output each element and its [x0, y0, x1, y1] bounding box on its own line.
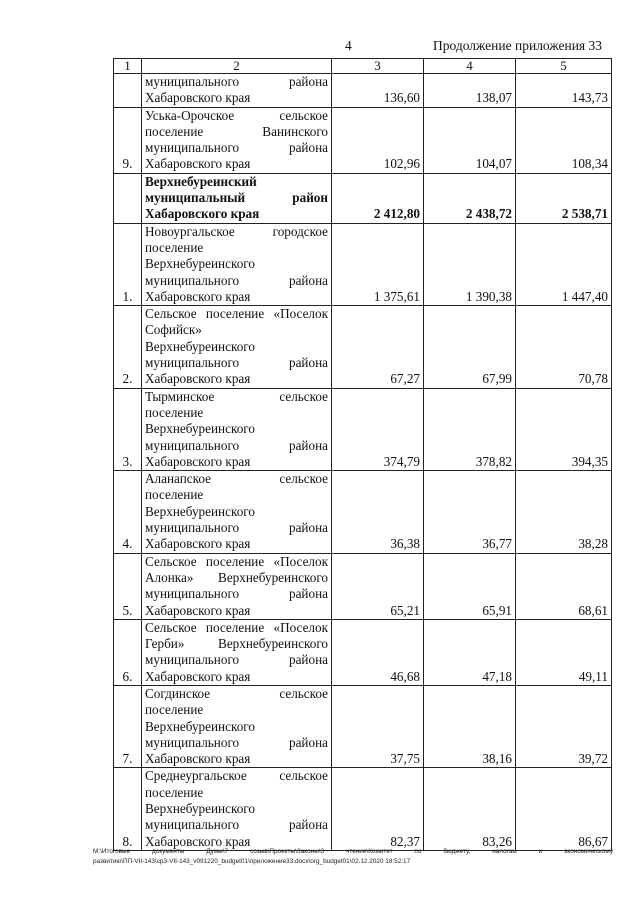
- column-header: 1: [114, 59, 142, 74]
- name-line: поселение: [145, 239, 204, 255]
- name-line: поселение: [145, 784, 204, 800]
- name-line: Верхнебуреинского: [145, 801, 255, 817]
- value-v4: 36,77: [424, 471, 516, 553]
- name-line: Верхнебуреинский: [145, 173, 257, 189]
- table-row: [114, 74, 612, 108]
- name-line: поселение: [145, 702, 204, 718]
- value-v4: 67,99: [424, 306, 516, 388]
- row-number: 3.: [114, 388, 142, 470]
- name-line: Хабаровского края: [145, 206, 260, 222]
- value-v3: 67,27: [332, 306, 424, 388]
- row-number: 5.: [114, 553, 142, 619]
- table-row: [114, 173, 612, 223]
- table-row: [114, 107, 612, 173]
- name-line: Хабаровского края: [145, 833, 251, 849]
- municipality-name: [142, 107, 332, 173]
- column-header: 2: [142, 59, 332, 74]
- name-line: Хабаровского края: [145, 90, 251, 106]
- table-row: [114, 768, 612, 850]
- value-v3: 37,75: [332, 685, 424, 767]
- value-v4: 104,07: [424, 107, 516, 173]
- value-v3: 136,60: [332, 74, 424, 108]
- column-header: 3: [332, 59, 424, 74]
- file-path-footer: [93, 847, 613, 867]
- column-header: 4: [424, 59, 516, 74]
- footer-path-line-2: развитию\ПП-VII-143\ср3-VII-143_v091220_budget01\приложение33.docx\org_budget01\02.12.2020 18:52:17: [93, 858, 411, 865]
- name-line: поселение: [145, 404, 204, 420]
- name-line: муниципального района: [145, 652, 328, 668]
- name-line: Алонка» Верхнебуреинского: [145, 569, 328, 585]
- table-row: [114, 223, 612, 305]
- value-v5: 38,28: [516, 471, 612, 553]
- value-v5: 2 538,71: [516, 173, 612, 223]
- municipality-name: [142, 471, 332, 553]
- name-line: Верхнебуреинского: [145, 256, 255, 272]
- name-line: Тырминское сельское: [145, 388, 328, 404]
- continuation-label: Продолжение приложения 33: [433, 38, 603, 53]
- name-line: поселение: [145, 487, 204, 503]
- value-v3: 46,68: [332, 619, 424, 685]
- value-v5: 1 447,40: [516, 223, 612, 305]
- municipality-name: [142, 388, 332, 470]
- appendix-table: [113, 58, 612, 851]
- municipality-name: [142, 223, 332, 305]
- municipality-name: [142, 306, 332, 388]
- name-line: Герби» Верхнебуреинского: [145, 636, 328, 652]
- name-line: Согдинское сельское: [145, 685, 328, 701]
- name-line: Сельское поселение «Поселок: [145, 306, 328, 322]
- value-v4: 47,18: [424, 619, 516, 685]
- name-line: Среднеургальское сельское: [145, 768, 328, 784]
- value-v5: 68,61: [516, 553, 612, 619]
- name-line: Хабаровского края: [145, 751, 251, 767]
- value-v4: 65,91: [424, 553, 516, 619]
- value-v4: 38,16: [424, 685, 516, 767]
- name-line: Сельское поселение «Поселок: [145, 619, 328, 635]
- name-line: муниципального района: [145, 520, 328, 536]
- name-line: муниципального района: [145, 74, 328, 89]
- value-v4: 83,26: [424, 768, 516, 850]
- name-line: Хабаровского края: [145, 602, 251, 618]
- municipality-name: [142, 74, 332, 108]
- value-v5: 394,35: [516, 388, 612, 470]
- name-line: Уська-Орочское сельское: [145, 107, 328, 123]
- value-v5: 39,72: [516, 685, 612, 767]
- name-line: муниципального района: [145, 817, 328, 833]
- municipality-name: [142, 768, 332, 850]
- name-line: муниципального района: [145, 437, 328, 453]
- row-number: 6.: [114, 619, 142, 685]
- value-v4: 2 438,72: [424, 173, 516, 223]
- value-v5: 108,34: [516, 107, 612, 173]
- name-line: поселение Ванинского: [145, 123, 328, 139]
- column-number-row: [114, 59, 612, 74]
- name-line: Хабаровского края: [145, 668, 251, 684]
- table-row: [114, 306, 612, 388]
- value-v3: 374,79: [332, 388, 424, 470]
- table-row: [114, 619, 612, 685]
- name-line: Аланапское сельское: [145, 471, 328, 487]
- name-line: Верхнебуреинского: [145, 503, 255, 519]
- municipality-name: [142, 619, 332, 685]
- table-body: [114, 59, 612, 851]
- name-line: муниципальный район: [145, 190, 328, 206]
- value-v3: 1 375,61: [332, 223, 424, 305]
- name-line: Верхнебуреинского: [145, 421, 255, 437]
- table-row: [114, 553, 612, 619]
- name-line: муниципального района: [145, 586, 328, 602]
- column-header: 5: [516, 59, 612, 74]
- value-v3: 36,38: [332, 471, 424, 553]
- value-v4: 138,07: [424, 74, 516, 108]
- value-v5: 70,78: [516, 306, 612, 388]
- value-v3: 2 412,80: [332, 173, 424, 223]
- name-line: Хабаровского края: [145, 536, 251, 552]
- row-number: 9.: [114, 107, 142, 173]
- value-v4: 1 390,38: [424, 223, 516, 305]
- value-v5: 143,73: [516, 74, 612, 108]
- table-row: [114, 471, 612, 553]
- name-line: муниципального района: [145, 355, 328, 371]
- name-line: Хабаровского края: [145, 288, 251, 304]
- name-line: Сельское поселение «Поселок: [145, 553, 328, 569]
- name-line: муниципального района: [145, 272, 328, 288]
- table-row: [114, 388, 612, 470]
- municipality-name: [142, 553, 332, 619]
- page-header: [0, 38, 640, 58]
- row-number: [114, 74, 142, 108]
- municipality-name: [142, 173, 332, 223]
- name-line: муниципального района: [145, 140, 328, 156]
- name-line: Хабаровского края: [145, 371, 251, 387]
- name-line: муниципального района: [145, 734, 328, 750]
- value-v3: 65,21: [332, 553, 424, 619]
- value-v3: 102,96: [332, 107, 424, 173]
- table-row: [114, 685, 612, 767]
- value-v5: 86,67: [516, 768, 612, 850]
- name-line: Верхнебуреинского: [145, 718, 255, 734]
- value-v3: 82,37: [332, 768, 424, 850]
- name-line: Хабаровского края: [145, 453, 251, 469]
- row-number: [114, 173, 142, 223]
- row-number: 7.: [114, 685, 142, 767]
- value-v5: 49,11: [516, 619, 612, 685]
- row-number: 8.: [114, 768, 142, 850]
- footer-path-line-1: M:\Итоговые документы Думы\7 созыв\Проекты\Законы\3 чтение\Комитет по бюджету, налогам и экономическому: [93, 848, 613, 855]
- name-line: Верхнебуреинского: [145, 338, 255, 354]
- value-v4: 378,82: [424, 388, 516, 470]
- row-number: 4.: [114, 471, 142, 553]
- row-number: 1.: [114, 223, 142, 305]
- name-line: Хабаровского края: [145, 156, 251, 172]
- row-number: 2.: [114, 306, 142, 388]
- municipality-name: [142, 685, 332, 767]
- name-line: Новоургальское городское: [145, 223, 328, 239]
- name-line: Софийск»: [145, 322, 202, 338]
- page-number: 4: [345, 38, 352, 53]
